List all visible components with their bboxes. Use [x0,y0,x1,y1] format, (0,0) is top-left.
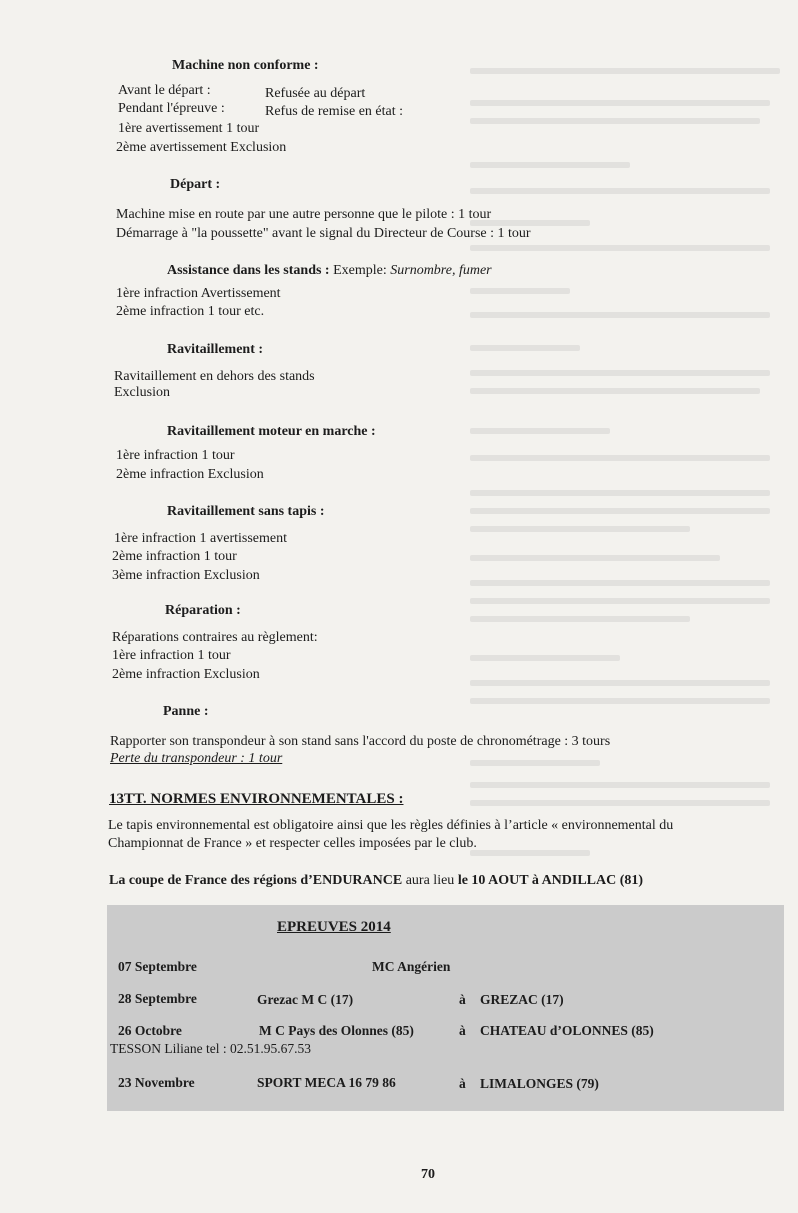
section-heading-normes: 13TT. NORMES ENVIRONNEMENTALES : [109,791,404,807]
schedule-a: à [459,992,466,1007]
example-text: Surnombre, fumer [390,263,492,278]
section-title-ravit-moteur: Ravitaillement moteur en marche : [167,424,376,439]
schedule-club: MC Angérien [372,959,451,974]
text-line: 2ème infraction Exclusion [112,667,260,682]
text-line: Démarrage à "la poussette" avant le signal du Directeur de Course : 1 tour [116,226,531,241]
text-line: Championnat de France » et respecter celles imposées par le club. [108,836,477,851]
page-number: 70 [421,1167,435,1182]
schedule-club: SPORT MECA 16 79 86 [257,1075,396,1090]
schedule-date: 23 Novembre [118,1075,195,1090]
text-line: 1ère infraction 1 tour [112,648,231,663]
text-line: Exclusion [114,385,170,400]
text-line: 1ère avertissement 1 tour [118,121,260,136]
schedule-title: EPREUVES 2014 [277,919,391,935]
coupe-bold-2: le 10 AOUT à ANDILLAC (81) [457,873,644,888]
row-label: Avant le départ : [118,83,211,98]
section-title-ravitaillement: Ravitaillement : [167,342,264,357]
schedule-contact: TESSON Liliane tel : 02.51.95.67.53 [110,1041,311,1056]
section-title-non-conforme: Machine non conforme : [172,58,319,73]
coupe-bold-1: La coupe de France des régions d’ENDURANCE [109,873,403,888]
section-title-panne: Panne : [163,704,209,719]
text-line: 3ème infraction Exclusion [112,568,260,583]
text-line: 1ère infraction 1 tour [116,448,235,463]
text-line: 2ème infraction 1 tour etc. [116,304,265,319]
row-label: Pendant l'épreuve : [118,101,225,116]
text-line: Rapporter son transpondeur à son stand sans l'accord du poste de chronométrage : 3 tours [110,734,611,749]
text-line: Réparations contraires au règlement: [112,630,318,645]
schedule-a: à [459,1023,466,1038]
schedule-date: 28 Septembre [118,991,197,1006]
section-title-ravit-tapis: Ravitaillement sans tapis : [167,504,325,519]
coupe-line [109,872,643,891]
coupe-normal: aura lieu [402,873,458,888]
row-value: Refusée au départ [265,86,366,101]
row-value: Refus de remise en état : [265,104,404,119]
section-title-reparation: Réparation : [165,603,241,618]
text-line: 1ère infraction 1 avertissement [114,531,287,546]
schedule-date: 07 Septembre [118,959,197,974]
schedule-place: LIMALONGES (79) [480,1076,599,1091]
text-line: 2ème avertissement Exclusion [116,140,287,155]
schedule-box [107,905,784,1111]
schedule-a: à [459,1076,466,1091]
schedule-club: M C Pays des Olonnes (85) [259,1023,414,1038]
text-line: Ravitaillement en dehors des stands [114,369,315,384]
schedule-place: CHATEAU d’OLONNES (85) [480,1023,654,1038]
italic-line: Perte du transpondeur : 1 tour [110,751,283,766]
schedule-place: GREZAC (17) [480,992,564,1007]
text-line: Le tapis environnemental est obligatoire ainsi que les règles définies à l’article « environnemental du [108,818,674,833]
text-line: 2ème infraction Exclusion [116,467,264,482]
schedule-date: 26 Octobre [118,1023,182,1038]
section-title-depart: Départ : [170,177,221,192]
example-label: Exemple: [333,263,387,278]
text-line: 1ère infraction Avertissement [116,286,281,301]
section-title-assistance [167,262,492,281]
assistance-title: Assistance dans les stands : [167,263,330,278]
schedule-club: Grezac M C (17) [257,992,354,1007]
text-line: 2ème infraction 1 tour [112,549,237,564]
text-line: Machine mise en route par une autre personne que le pilote : 1 tour [116,207,492,222]
